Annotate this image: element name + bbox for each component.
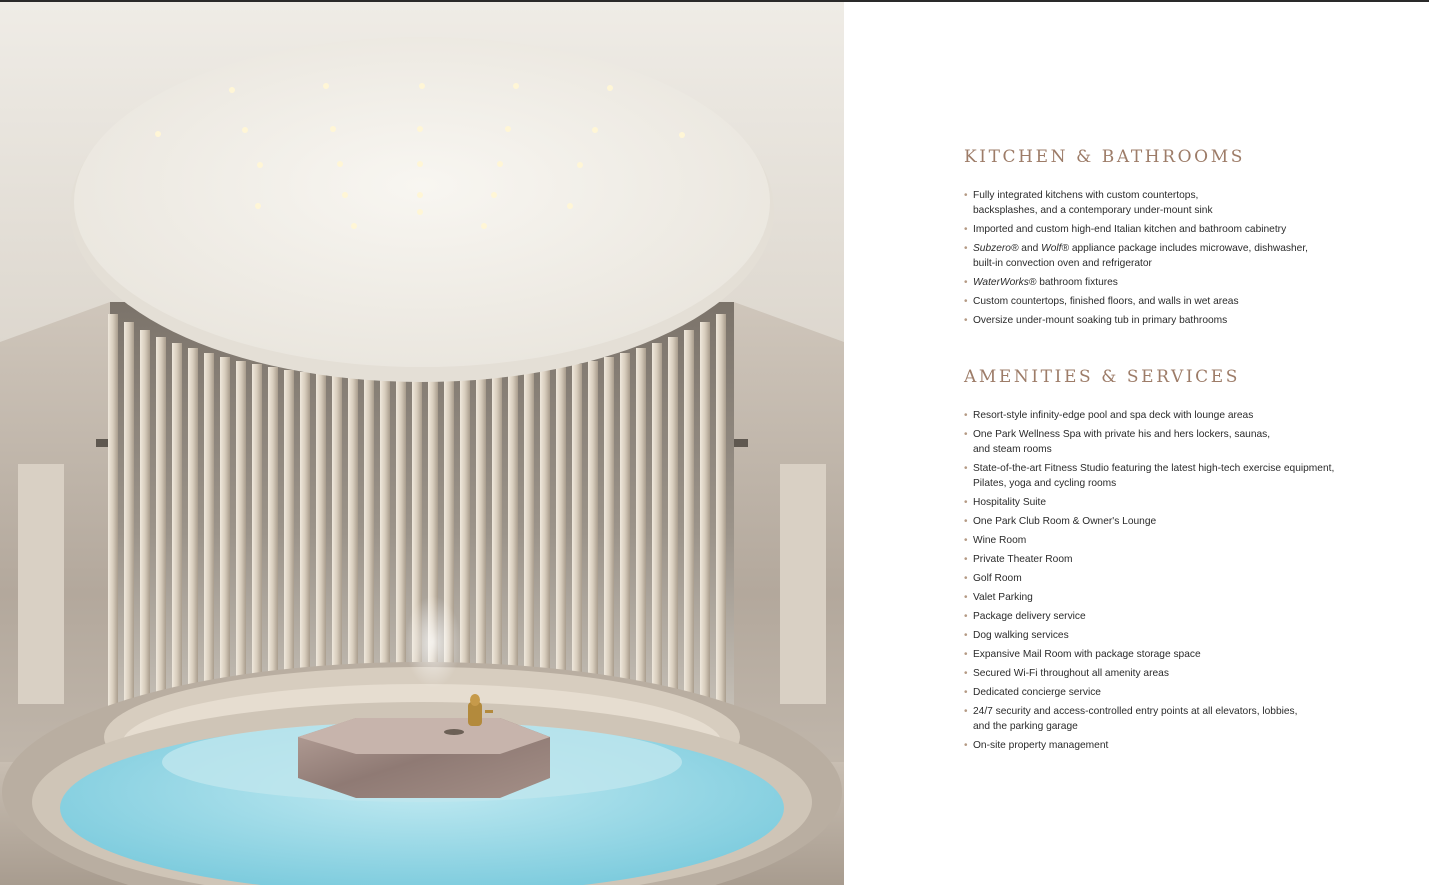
list-item xyxy=(964,222,1384,237)
bullet-icon: • xyxy=(964,463,968,474)
bullet-icon: • xyxy=(964,554,968,565)
bullet-icon: • xyxy=(964,706,968,717)
list-item-text: Oversize under-mount soaking tub in primary bathrooms xyxy=(973,315,1228,326)
bullet-icon: • xyxy=(964,687,968,698)
bullet-icon: • xyxy=(964,630,968,641)
list-item-text: bathroom fixtures xyxy=(1036,277,1118,288)
bullet-icon: • xyxy=(964,649,968,660)
list-item xyxy=(964,188,1384,218)
spa-rendering-image xyxy=(0,2,844,885)
bullet-icon: • xyxy=(964,315,968,326)
list-item-text: Package delivery service xyxy=(973,611,1086,622)
list-item-text: Resort-style infinity-edge pool and spa deck with lounge areas xyxy=(973,410,1254,421)
bullet-icon: • xyxy=(964,668,968,679)
list-item xyxy=(964,275,1384,290)
list-item-text: Dog walking services xyxy=(973,630,1069,641)
kitchen-features-list xyxy=(964,188,1384,332)
list-item-text: Expansive Mail Room with package storage space xyxy=(973,649,1201,660)
brand-name: Subzero® xyxy=(973,243,1019,254)
list-item-text: 24/7 security and access-controlled entry points at all elevators, lobbies, and the parking garage xyxy=(973,706,1298,732)
list-item-text: Secured Wi-Fi throughout all amenity areas xyxy=(973,668,1169,679)
amenities-services-heading: AMENITIES & SERVICES xyxy=(964,367,1241,387)
list-item xyxy=(964,427,1384,457)
list-item-text: Hospitality Suite xyxy=(973,497,1047,508)
kitchen-bathrooms-heading: KITCHEN & BATHROOMS xyxy=(964,147,1245,167)
bullet-icon: • xyxy=(964,740,968,751)
bullet-icon: • xyxy=(964,410,968,421)
bullet-icon: • xyxy=(964,296,968,307)
bullet-icon: • xyxy=(964,611,968,622)
list-item xyxy=(964,609,1384,624)
list-item xyxy=(964,685,1384,700)
bullet-icon: • xyxy=(964,243,968,254)
list-item-text: Fully integrated kitchens with custom countertops, backsplashes, and a contemporary under-mount sink xyxy=(973,190,1213,216)
bullet-icon: • xyxy=(964,190,968,201)
list-item xyxy=(964,461,1384,491)
list-item-text: State-of-the-art Fitness Studio featuring the latest high-tech exercise equipment, Pilates, yoga and cycling rooms xyxy=(973,463,1335,489)
list-item xyxy=(964,241,1384,271)
list-item xyxy=(964,408,1384,423)
list-item xyxy=(964,666,1384,681)
list-item-text: and xyxy=(1018,243,1042,254)
bullet-icon: • xyxy=(964,592,968,603)
bullet-icon: • xyxy=(964,535,968,546)
list-item xyxy=(964,590,1384,605)
list-item xyxy=(964,647,1384,662)
list-item-text: Golf Room xyxy=(973,573,1022,584)
list-item-text: Imported and custom high-end Italian kitchen and bathroom cabinetry xyxy=(973,224,1287,235)
brand-name: WaterWorks® xyxy=(973,277,1037,288)
list-item xyxy=(964,571,1384,586)
list-item-text: Valet Parking xyxy=(973,592,1033,603)
list-item-text: One Park Wellness Spa with private his and hers lockers, saunas, and steam rooms xyxy=(973,429,1271,455)
brand-name: Wolf® xyxy=(1041,243,1070,254)
bullet-icon: • xyxy=(964,516,968,527)
list-item-text: On-site property management xyxy=(973,740,1109,751)
list-item xyxy=(964,738,1384,753)
list-item xyxy=(964,628,1384,643)
bullet-icon: • xyxy=(964,573,968,584)
amenities-list xyxy=(964,408,1384,757)
list-item xyxy=(964,552,1384,567)
bullet-icon: • xyxy=(964,277,968,288)
list-item xyxy=(964,704,1384,734)
list-item xyxy=(964,514,1384,529)
list-item xyxy=(964,294,1384,309)
list-item xyxy=(964,495,1384,510)
bullet-icon: • xyxy=(964,429,968,440)
list-item xyxy=(964,313,1384,328)
list-item-text: Dedicated concierge service xyxy=(973,687,1101,698)
list-item-text: Wine Room xyxy=(973,535,1027,546)
features-column xyxy=(964,0,1404,885)
list-item-text: One Park Club Room & Owner's Lounge xyxy=(973,516,1157,527)
list-item-text: appliance package includes microwave, dishwasher, built-in convection oven and refrigerator xyxy=(973,243,1308,269)
list-item-text: Custom countertops, finished floors, and walls in wet areas xyxy=(973,296,1239,307)
bullet-icon: • xyxy=(964,497,968,508)
list-item xyxy=(964,533,1384,548)
bullet-icon: • xyxy=(964,224,968,235)
list-item-text: Private Theater Room xyxy=(973,554,1073,565)
